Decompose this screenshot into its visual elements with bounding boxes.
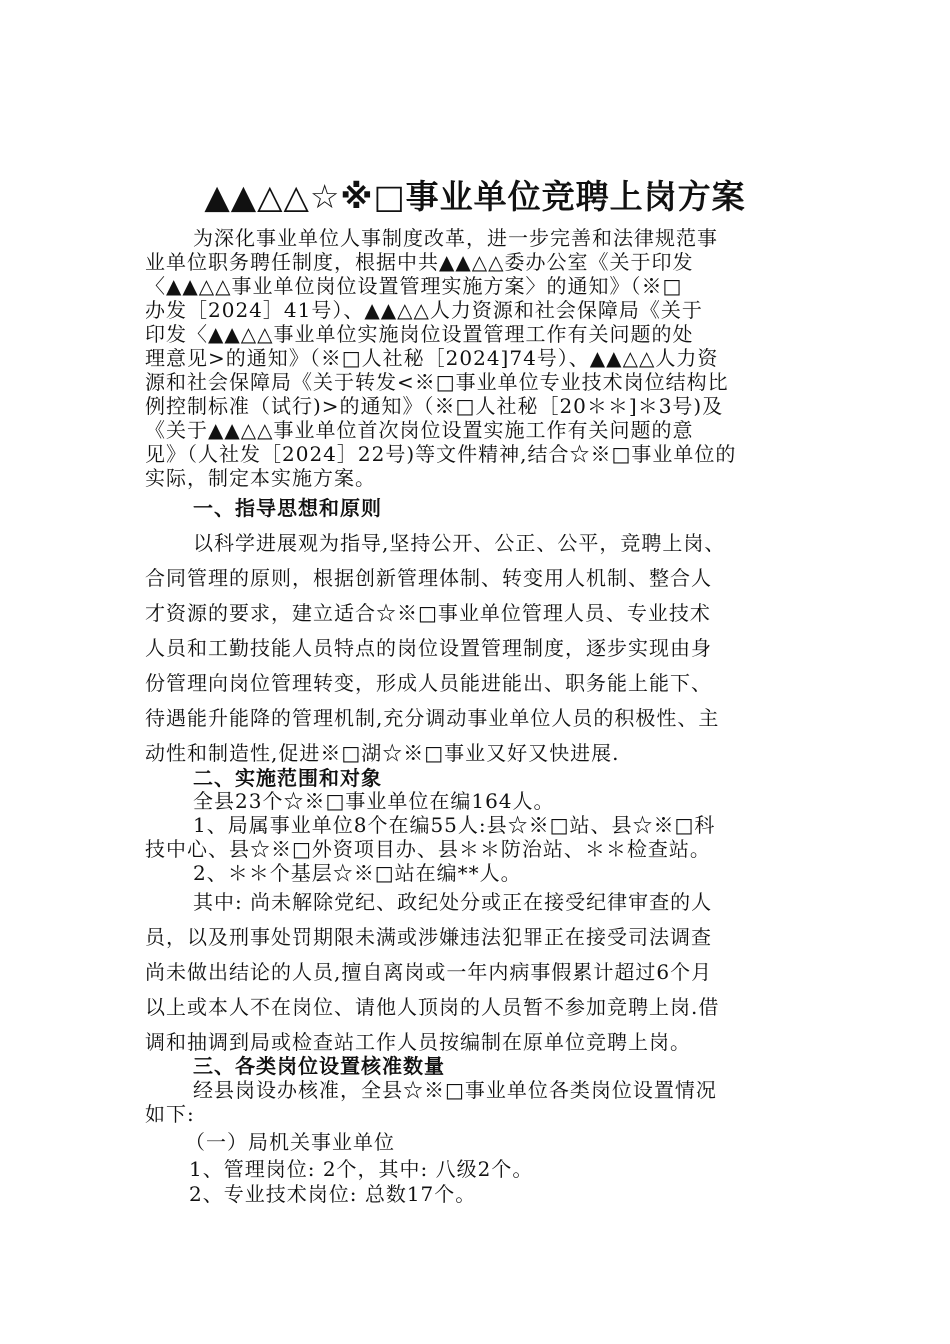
section2-line: 其中: 尚未解除党纪、政纪处分或正在接受纪律审查的人 <box>193 890 713 914</box>
document-title: ▲▲△△☆※□事业单位竞聘上岗方案 <box>204 177 746 216</box>
intro-line: 〈▲▲△△事业单位岗位设置管理实施方案〉的通知》（※□ <box>145 274 683 298</box>
section3-line: 1、管理岗位: 2个，其中: 八级2个。 <box>189 1157 534 1181</box>
section1-line: 才资源的要求，建立适合☆※□事业单位管理人员、专业技术 <box>145 601 711 625</box>
section-heading: 一、指导思想和原则 <box>193 496 382 520</box>
intro-line: 业单位职务聘任制度，根据中共▲▲△△委办公室《关于印发 <box>145 250 694 274</box>
section2-line: 调和抽调到局或检查站工作人员按编制在原单位竞聘上岗。 <box>145 1030 691 1054</box>
section3-line: （一）局机关事业单位 <box>185 1130 395 1154</box>
intro-line: 例控制标准（试行)>的通知》（※□人社秘［20＊＊]＊3号)及 <box>145 394 724 418</box>
section1-line: 待遇能升能降的管理机制,充分调动事业单位人员的积极性、主 <box>145 706 720 730</box>
section1-line: 动性和制造性,促进※□湖☆※□事业又好又快进展. <box>145 741 620 765</box>
section-heading: 三、各类岗位设置核准数量 <box>193 1054 445 1078</box>
section-heading: 二、实施范围和对象 <box>193 766 382 790</box>
section2-line: 1、局属事业单位8个在编55人:县☆※□站、县☆※□科 <box>193 813 716 837</box>
section2-line: 以上或本人不在岗位、请他人顶岗的人员暂不参加竞聘上岗.借 <box>145 995 720 1019</box>
section1-line: 以科学进展观为指导,坚持公开、公正、公平，竞聘上岗、 <box>193 531 726 555</box>
section2-line: 尚未做出结论的人员,擅自离岗或一年内病事假累计超过6个月 <box>145 960 713 984</box>
section1-line: 合同管理的原则，根据创新管理体制、转变用人机制、整合人 <box>145 566 712 590</box>
section2-line: 技中心、县☆※□外资项目办、县＊＊防治站、＊＊检查站。 <box>145 837 711 861</box>
intro-line: 见》（人社发［2024］22号)等文件精神,结合☆※□事业单位的 <box>145 442 737 466</box>
intro-line: 《关于▲▲△△事业单位首次岗位设置实施工作有关问题的意 <box>145 418 694 442</box>
section3-line: 2、专业技术岗位: 总数17个。 <box>189 1182 477 1206</box>
section2-line: 全县23个☆※□事业单位在编164人。 <box>193 789 555 813</box>
section3-line: 经县岗设办核准，全县☆※□事业单位各类岗位设置情况 <box>193 1078 717 1102</box>
intro-line: 源和社会保障局《关于转发<※□事业单位专业技术岗位结构比 <box>145 370 729 394</box>
intro-line: 为深化事业单位人事制度改革，进一步完善和法律规范事 <box>193 226 718 250</box>
section1-line: 人员和工勤技能人员特点的岗位设置管理制度，逐步实现由身 <box>145 636 712 660</box>
section2-line: 2、＊＊个基层☆※□站在编**人。 <box>193 861 522 885</box>
intro-line: 办发［2024］41号）、▲▲△△人力资源和社会保障局《关于 <box>145 298 703 322</box>
intro-line: 印发〈▲▲△△事业单位实施岗位设置管理工作有关问题的处 <box>145 322 694 346</box>
intro-line: 理意见>的通知》（※□人社秘［2024]74号）、▲▲△△人力资 <box>145 346 719 370</box>
section3-line: 如下: <box>145 1102 195 1126</box>
section1-line: 份管理向岗位管理转变，形成人员能进能出、职务能上能下、 <box>145 671 712 695</box>
section2-line: 员，以及刑事处罚期限未满或涉嫌违法犯罪正在接受司法调查 <box>145 925 712 949</box>
intro-line: 实际，制定本实施方案。 <box>145 466 376 490</box>
